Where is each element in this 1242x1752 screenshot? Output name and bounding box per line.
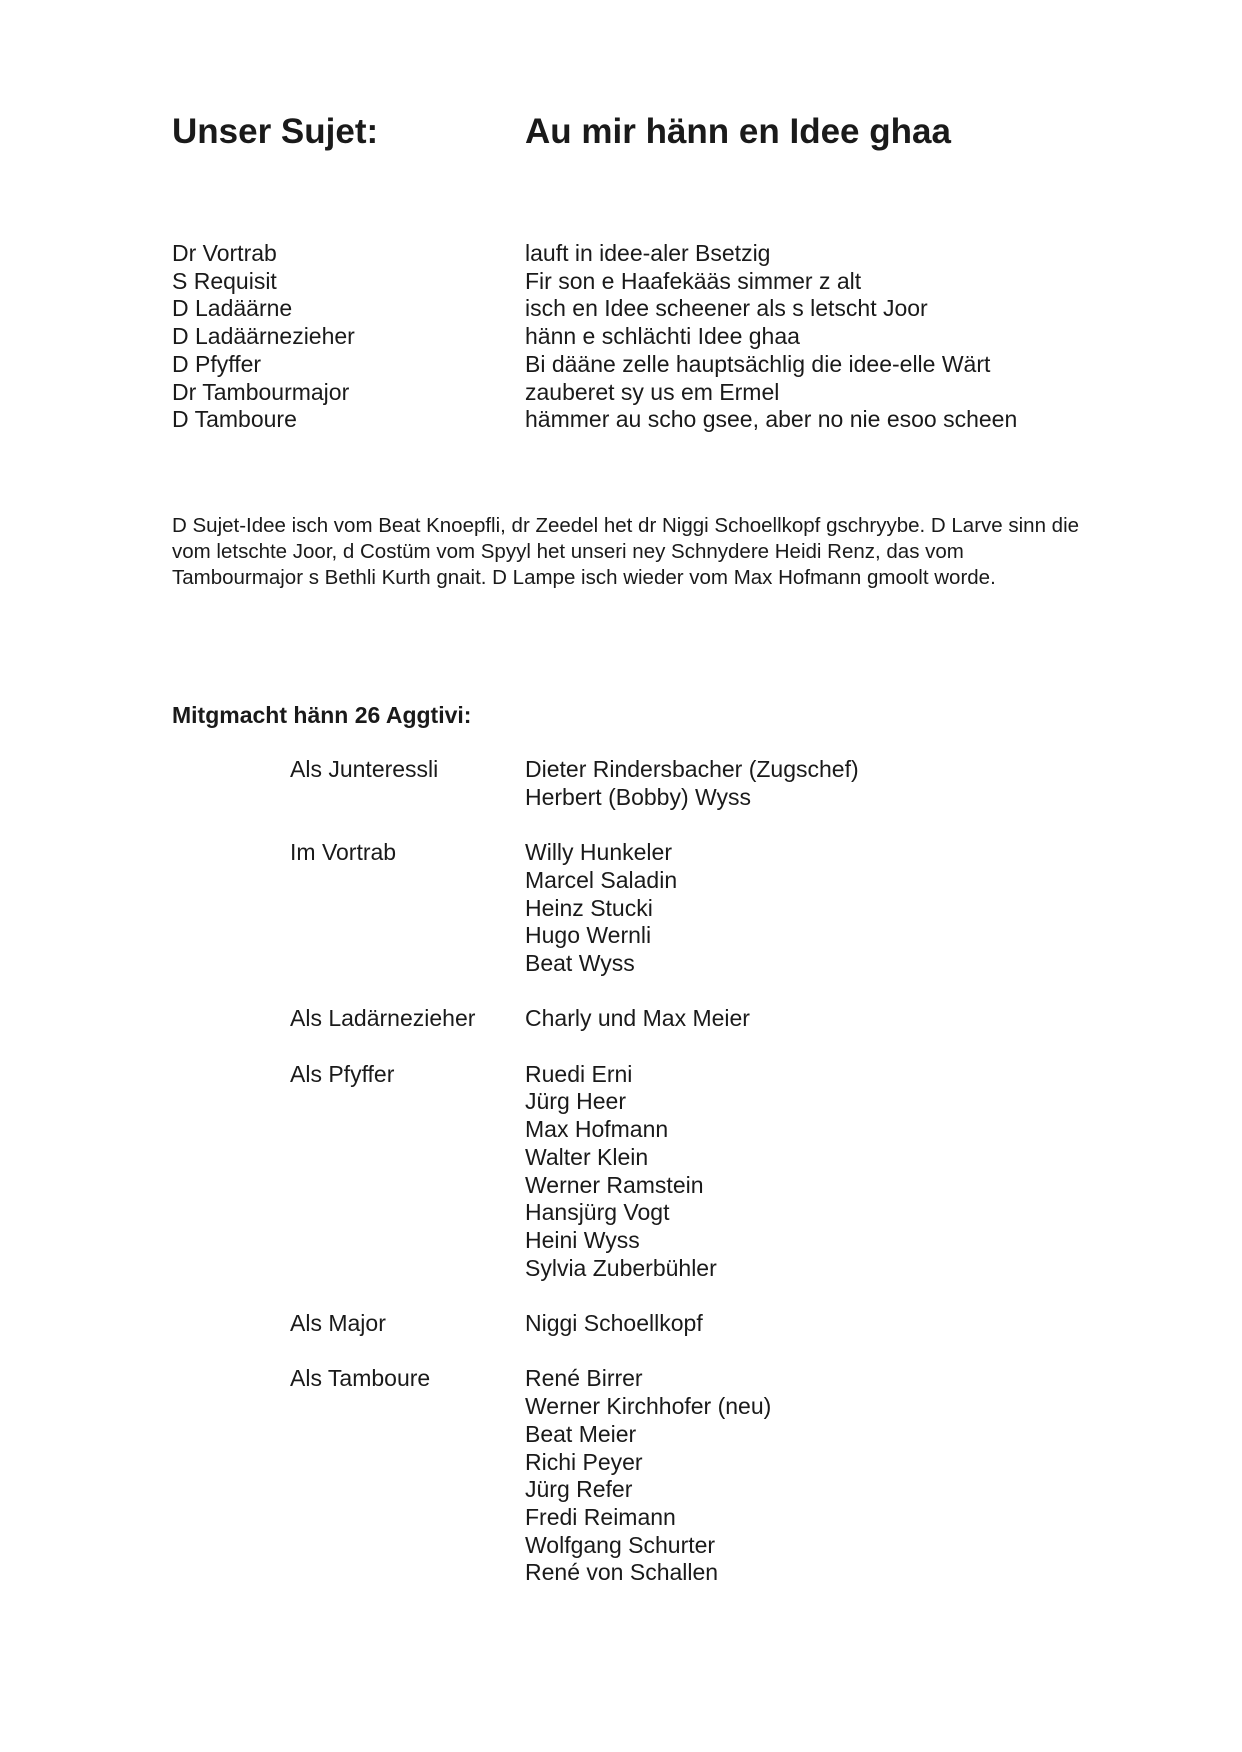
- intro-row-text: isch en Idee scheener als s letscht Joor: [525, 295, 928, 322]
- group-label: Als Major: [290, 1310, 386, 1336]
- intro-row-text: hämmer au scho gsee, aber no nie esoo scheen: [525, 406, 1018, 433]
- member-name: Wolfgang Schurter: [525, 1531, 716, 1558]
- intro-row-text: zauberet sy us em Ermel: [525, 378, 780, 405]
- sujet-description-list: [172, 240, 1072, 434]
- group-members: [525, 1061, 717, 1283]
- member-name: René Birrer: [525, 1365, 643, 1392]
- group-vortrab: [290, 839, 1090, 978]
- intro-row: [172, 379, 1072, 407]
- member-name: Charly und Max Meier: [525, 1005, 750, 1032]
- member-name: Hugo Wernli: [525, 922, 652, 949]
- group-label: Als Ladärnezieher: [290, 1005, 476, 1032]
- participants-heading: Mitgmacht hänn 26 Aggtivi:: [172, 702, 472, 728]
- member-name: Hansjürg Vogt: [525, 1199, 670, 1226]
- member-name: Jürg Heer: [525, 1088, 626, 1115]
- member-name: Willy Hunkeler: [525, 839, 672, 866]
- intro-row-label: Dr Vortrab: [172, 240, 277, 266]
- member-name: Werner Kirchhofer (neu): [525, 1393, 772, 1420]
- intro-row-label: S Requisit: [172, 267, 277, 294]
- member-name: Walter Klein: [525, 1143, 649, 1170]
- member-name: Dieter Rindersbacher (Zugschef): [525, 756, 859, 782]
- member-name: Herbert (Bobby) Wyss: [525, 783, 752, 810]
- member-name: Jürg Refer: [525, 1476, 633, 1503]
- sujet-label: Unser Sujet:: [172, 112, 379, 151]
- member-name: Ruedi Erni: [525, 1060, 633, 1087]
- member-name: Fredi Reimann: [525, 1503, 676, 1530]
- group-members: [525, 756, 859, 811]
- intro-row: [172, 323, 1072, 351]
- member-name: Sylvia Zuberbühler: [525, 1254, 717, 1281]
- group-ladaernezieher: [290, 1005, 1090, 1033]
- group-members: [525, 1365, 771, 1587]
- group-members: [525, 839, 677, 978]
- group-junteressli: [290, 756, 1090, 811]
- intro-row-text: Fir son e Haafekääs simmer z alt: [525, 267, 862, 294]
- group-pfyffer: [290, 1061, 1090, 1283]
- group-major: [290, 1310, 1090, 1338]
- intro-row: [172, 295, 1072, 323]
- intro-row-text: lauft in idee-aler Bsetzig: [525, 240, 771, 266]
- intro-row: [172, 406, 1072, 434]
- intro-row-label: D Tamboure: [172, 406, 297, 433]
- group-label: Als Pfyffer: [290, 1060, 395, 1087]
- intro-row: [172, 240, 1072, 268]
- member-name: Richi Peyer: [525, 1448, 643, 1475]
- intro-row-label: Dr Tambourmajor: [172, 378, 350, 405]
- intro-row-label: D Ladäärnezieher: [172, 323, 355, 350]
- intro-row-text: Bi dääne zelle hauptsächlig die idee-elle Wärt: [525, 350, 991, 377]
- intro-row-label: D Pfyffer: [172, 350, 262, 377]
- member-name: Marcel Saladin: [525, 866, 678, 893]
- intro-row-label: D Ladäärne: [172, 295, 293, 322]
- group-label: Als Tamboure: [290, 1365, 431, 1392]
- group-members: [525, 1005, 750, 1033]
- intro-row-text: hänn e schlächti Idee ghaa: [525, 323, 800, 350]
- member-name: Heini Wyss: [525, 1226, 640, 1253]
- group-label: Als Junteressli: [290, 756, 439, 782]
- group-tamboure: [290, 1365, 1090, 1587]
- sujet-title: Au mir hänn en Idee ghaa: [525, 112, 951, 151]
- member-name: Max Hofmann: [525, 1116, 669, 1143]
- group-label: Im Vortrab: [290, 839, 397, 866]
- member-name: Niggi Schoellkopf: [525, 1310, 703, 1336]
- intro-row: [172, 351, 1072, 379]
- group-members: [525, 1310, 703, 1338]
- member-name: Werner Ramstein: [525, 1171, 704, 1198]
- member-name: Beat Wyss: [525, 949, 635, 976]
- member-name: René von Schallen: [525, 1559, 719, 1586]
- participants-list: [290, 756, 1090, 1615]
- member-name: Heinz Stucki: [525, 894, 653, 921]
- intro-row: [172, 268, 1072, 296]
- member-name: Beat Meier: [525, 1420, 637, 1447]
- credits-paragraph: D Sujet-Idee isch vom Beat Knoepfli, dr Zeedel het dr Niggi Schoellkopf gschryybe. D Larve sinn die vom letschte Joor, d Costüm vom Spyyl het unseri ney Schnydere Heidi Renz, das vom Tambourmajor s Bethli Kurth gnait. D Lampe isch wieder vom Max Hofmann gmoolt worde.: [172, 514, 1080, 590]
